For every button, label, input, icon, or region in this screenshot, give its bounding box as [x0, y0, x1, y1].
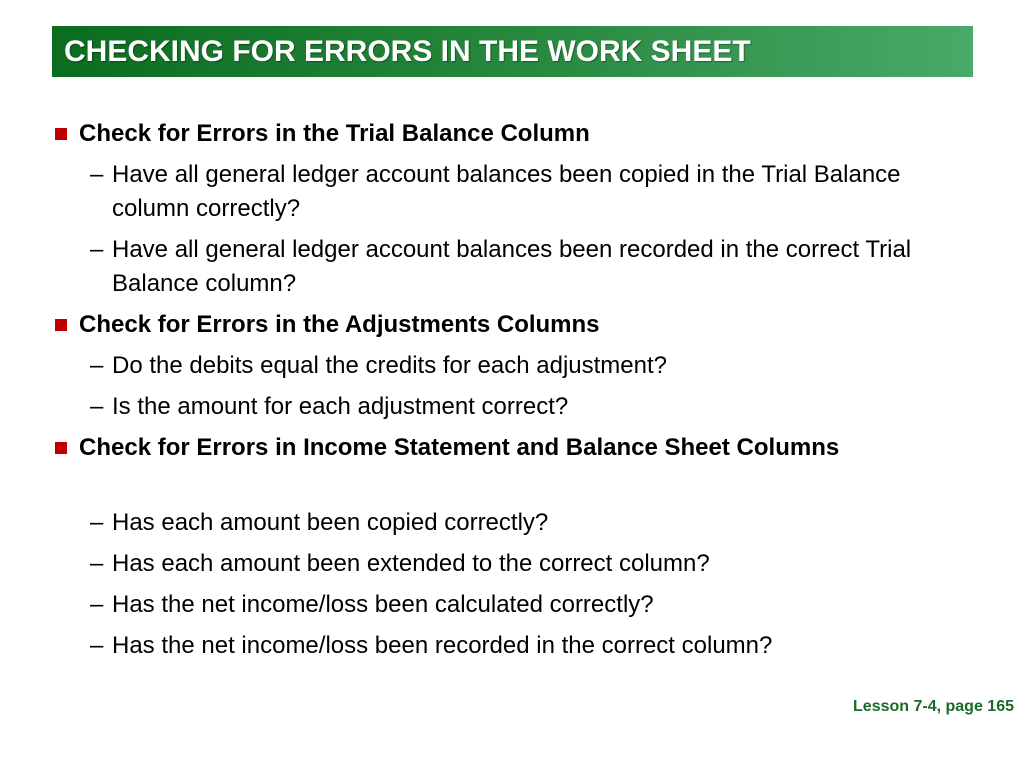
- sub-item: [90, 547, 952, 581]
- sub-item-text: Has the net income/loss been recorded in the correct column?: [112, 632, 773, 659]
- section-heading-text: Check for Errors in Income Statement and Balance Sheet Columns: [79, 434, 840, 461]
- sub-item: [90, 158, 952, 226]
- lesson-page-reference: Lesson 7-4, page 165: [853, 698, 1014, 715]
- sub-item: [90, 588, 952, 622]
- square-bullet-icon: [55, 319, 67, 331]
- dash-bullet-icon: –: [90, 550, 104, 577]
- dash-bullet-icon: –: [90, 161, 104, 188]
- sub-item-text: Have all general ledger account balances been recorded in the correct Trial Balance column?: [112, 236, 912, 297]
- sub-item: [90, 349, 952, 383]
- dash-bullet-icon: –: [90, 591, 104, 618]
- square-bullet-icon: [55, 128, 67, 140]
- sub-item: [90, 233, 952, 301]
- dash-bullet-icon: –: [90, 352, 104, 379]
- sub-item-text: Do the debits equal the credits for each adjustment?: [112, 352, 667, 379]
- sub-item: [90, 629, 952, 663]
- sub-item: [90, 506, 952, 540]
- slide-title: CHECKING FOR ERRORS IN THE WORK SHEET: [64, 35, 751, 68]
- dash-bullet-icon: –: [90, 632, 104, 659]
- dash-bullet-icon: –: [90, 509, 104, 536]
- section-heading-income-balance: [79, 431, 879, 465]
- sub-item: [90, 390, 952, 424]
- section-heading-text: Check for Errors in the Trial Balance Column: [79, 120, 590, 147]
- section-heading-trial-balance: [79, 117, 959, 151]
- dash-bullet-icon: –: [90, 236, 104, 263]
- sub-item-text: Have all general ledger account balances been copied in the Trial Balance column correctly?: [112, 161, 901, 222]
- dash-bullet-icon: –: [90, 393, 104, 420]
- square-bullet-icon: [55, 442, 67, 454]
- sub-item-text: Has each amount been extended to the correct column?: [112, 550, 710, 577]
- sub-item-text: Has the net income/loss been calculated correctly?: [112, 591, 654, 618]
- section-heading-text: Check for Errors in the Adjustments Columns: [79, 311, 600, 338]
- section-heading-adjustments: [79, 308, 959, 342]
- sub-item-text: Is the amount for each adjustment correct?: [112, 393, 569, 420]
- sub-item-text: Has each amount been copied correctly?: [112, 509, 549, 536]
